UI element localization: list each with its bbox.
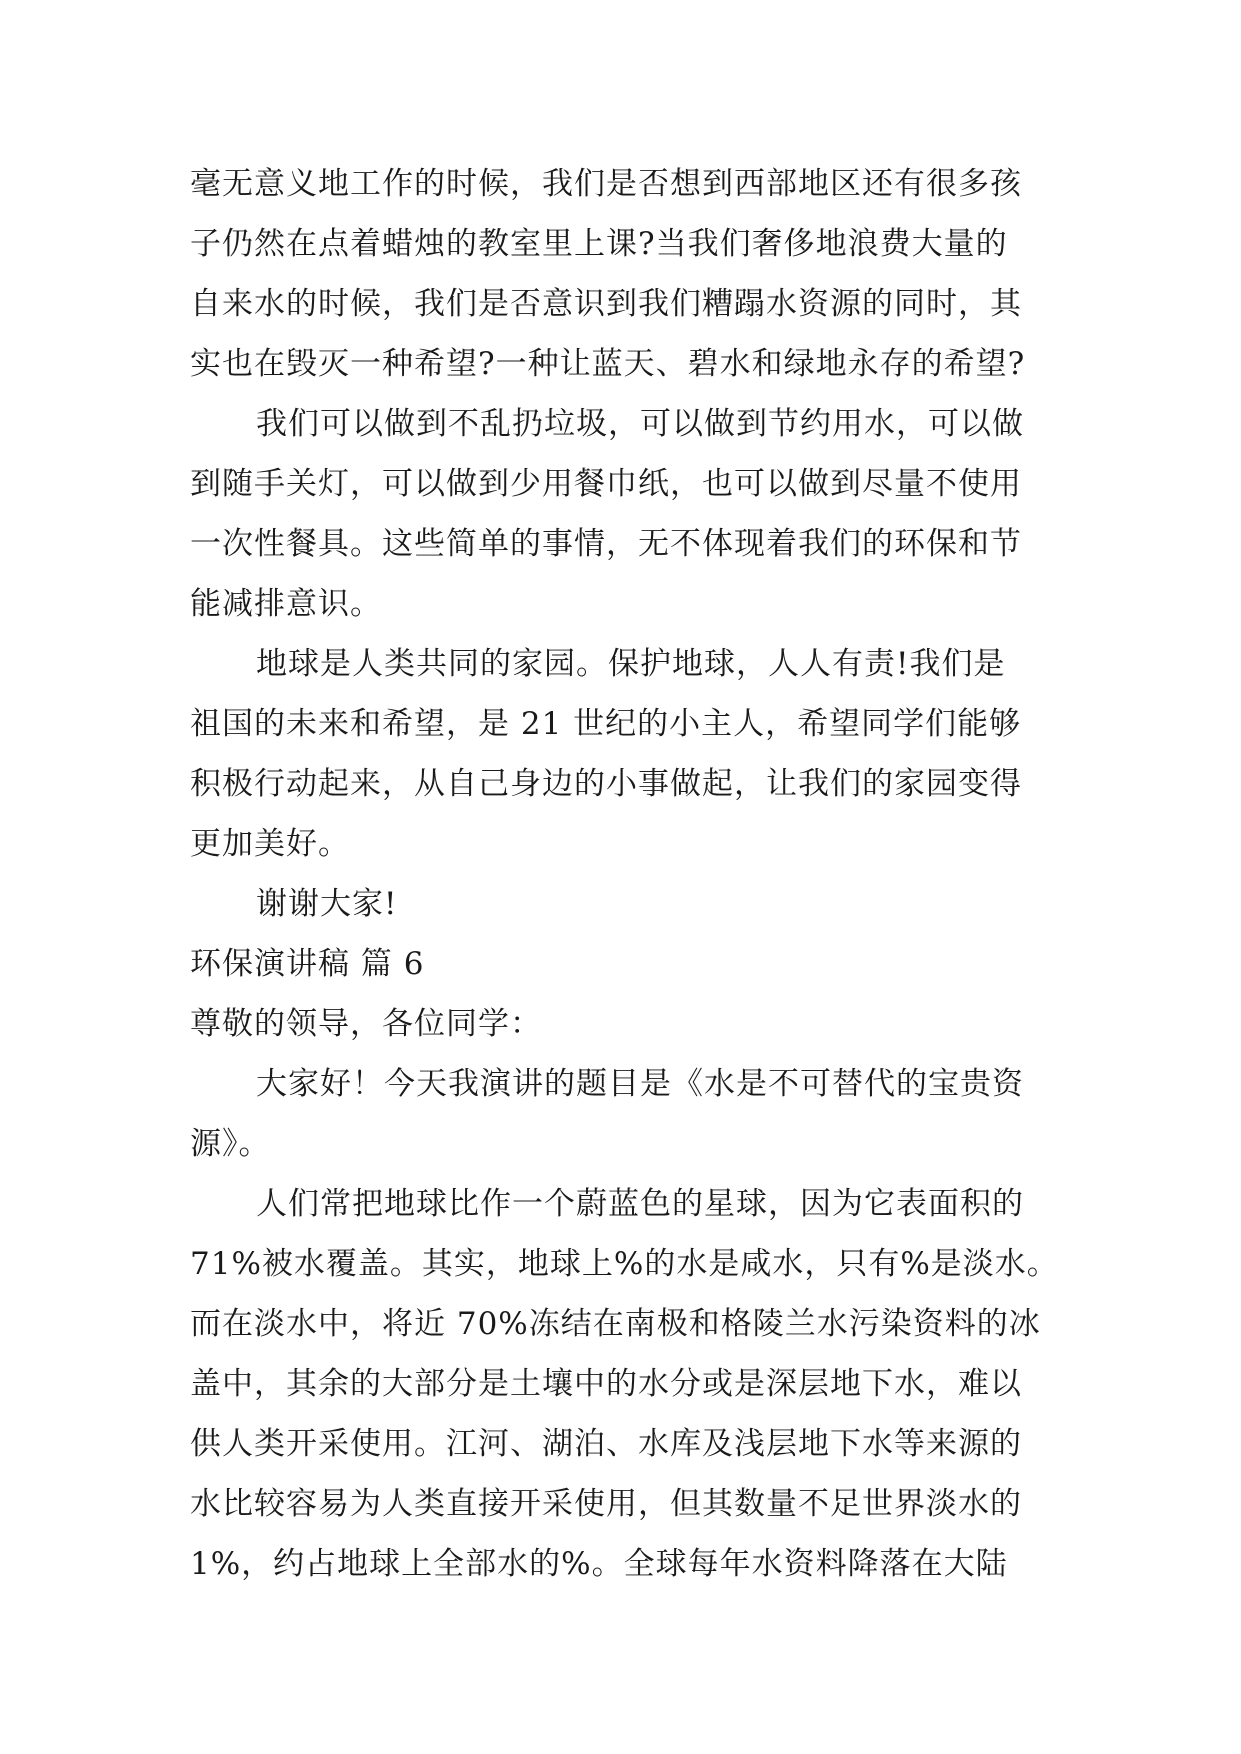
text-line: 供人类开采使用。江河、湖泊、水库及浅层地下水等来源的 [190,1426,1022,1462]
text-line: 祖国的未来和希望，是 21 世纪的小主人，希望同学们能够 [190,706,1022,742]
text-line: 一次性餐具。这些简单的事情，无不体现着我们的环保和节 [190,526,1022,562]
text-line: 子仍然在点着蜡烛的教室里上课?当我们奢侈地浪费大量的 [190,226,1008,262]
text-line: 实也在毁灭一种希望?一种让蓝天、碧水和绿地永存的希望? [190,346,1026,382]
text-line: 盖中，其余的大部分是土壤中的水分或是深层地下水，难以 [190,1366,1022,1402]
text-line: 更加美好。 [190,826,350,862]
paragraph-first-line: 大家好！今天我演讲的题目是《水是不可替代的宝贵资 [256,1066,1024,1102]
text-line: 水比较容易为人类直接开采使用，但其数量不足世界淡水的 [190,1486,1022,1522]
text-line: 自来水的时候，我们是否意识到我们糟蹋水资源的同时，其 [190,286,1022,322]
section-heading: 环保演讲稿 篇 6 [190,946,425,982]
text-line: 积极行动起来，从自己身边的小事做起，让我们的家园变得 [190,766,1022,802]
text-line: 1%，约占地球上全部水的%。全球每年水资料降落在大陆 [190,1546,1008,1582]
text-line: 而在淡水中，将近 70%冻结在南极和格陵兰水污染资料的冰 [190,1306,1041,1342]
text-line: 源》。 [190,1126,271,1162]
text-line: 71%被水覆盖。其实，地球上%的水是咸水，只有%是淡水。 [190,1246,1059,1282]
paragraph-first-line: 人们常把地球比作一个蔚蓝色的星球，因为它表面积的 [256,1186,1024,1222]
text-line: 到随手关灯，可以做到少用餐巾纸，也可以做到尽量不使用 [190,466,1022,502]
paragraph-first-line: 地球是人类共同的家园。保护地球，人人有责!我们是 [256,646,1006,682]
text-line: 毫无意义地工作的时候，我们是否想到西部地区还有很多孩 [190,166,1022,202]
closing-line: 谢谢大家! [256,886,398,922]
salutation: 尊敬的领导，各位同学： [190,1006,542,1042]
text-line: 能减排意识。 [190,586,382,622]
paragraph-first-line: 我们可以做到不乱扔垃圾，可以做到节约用水，可以做 [256,406,1024,442]
